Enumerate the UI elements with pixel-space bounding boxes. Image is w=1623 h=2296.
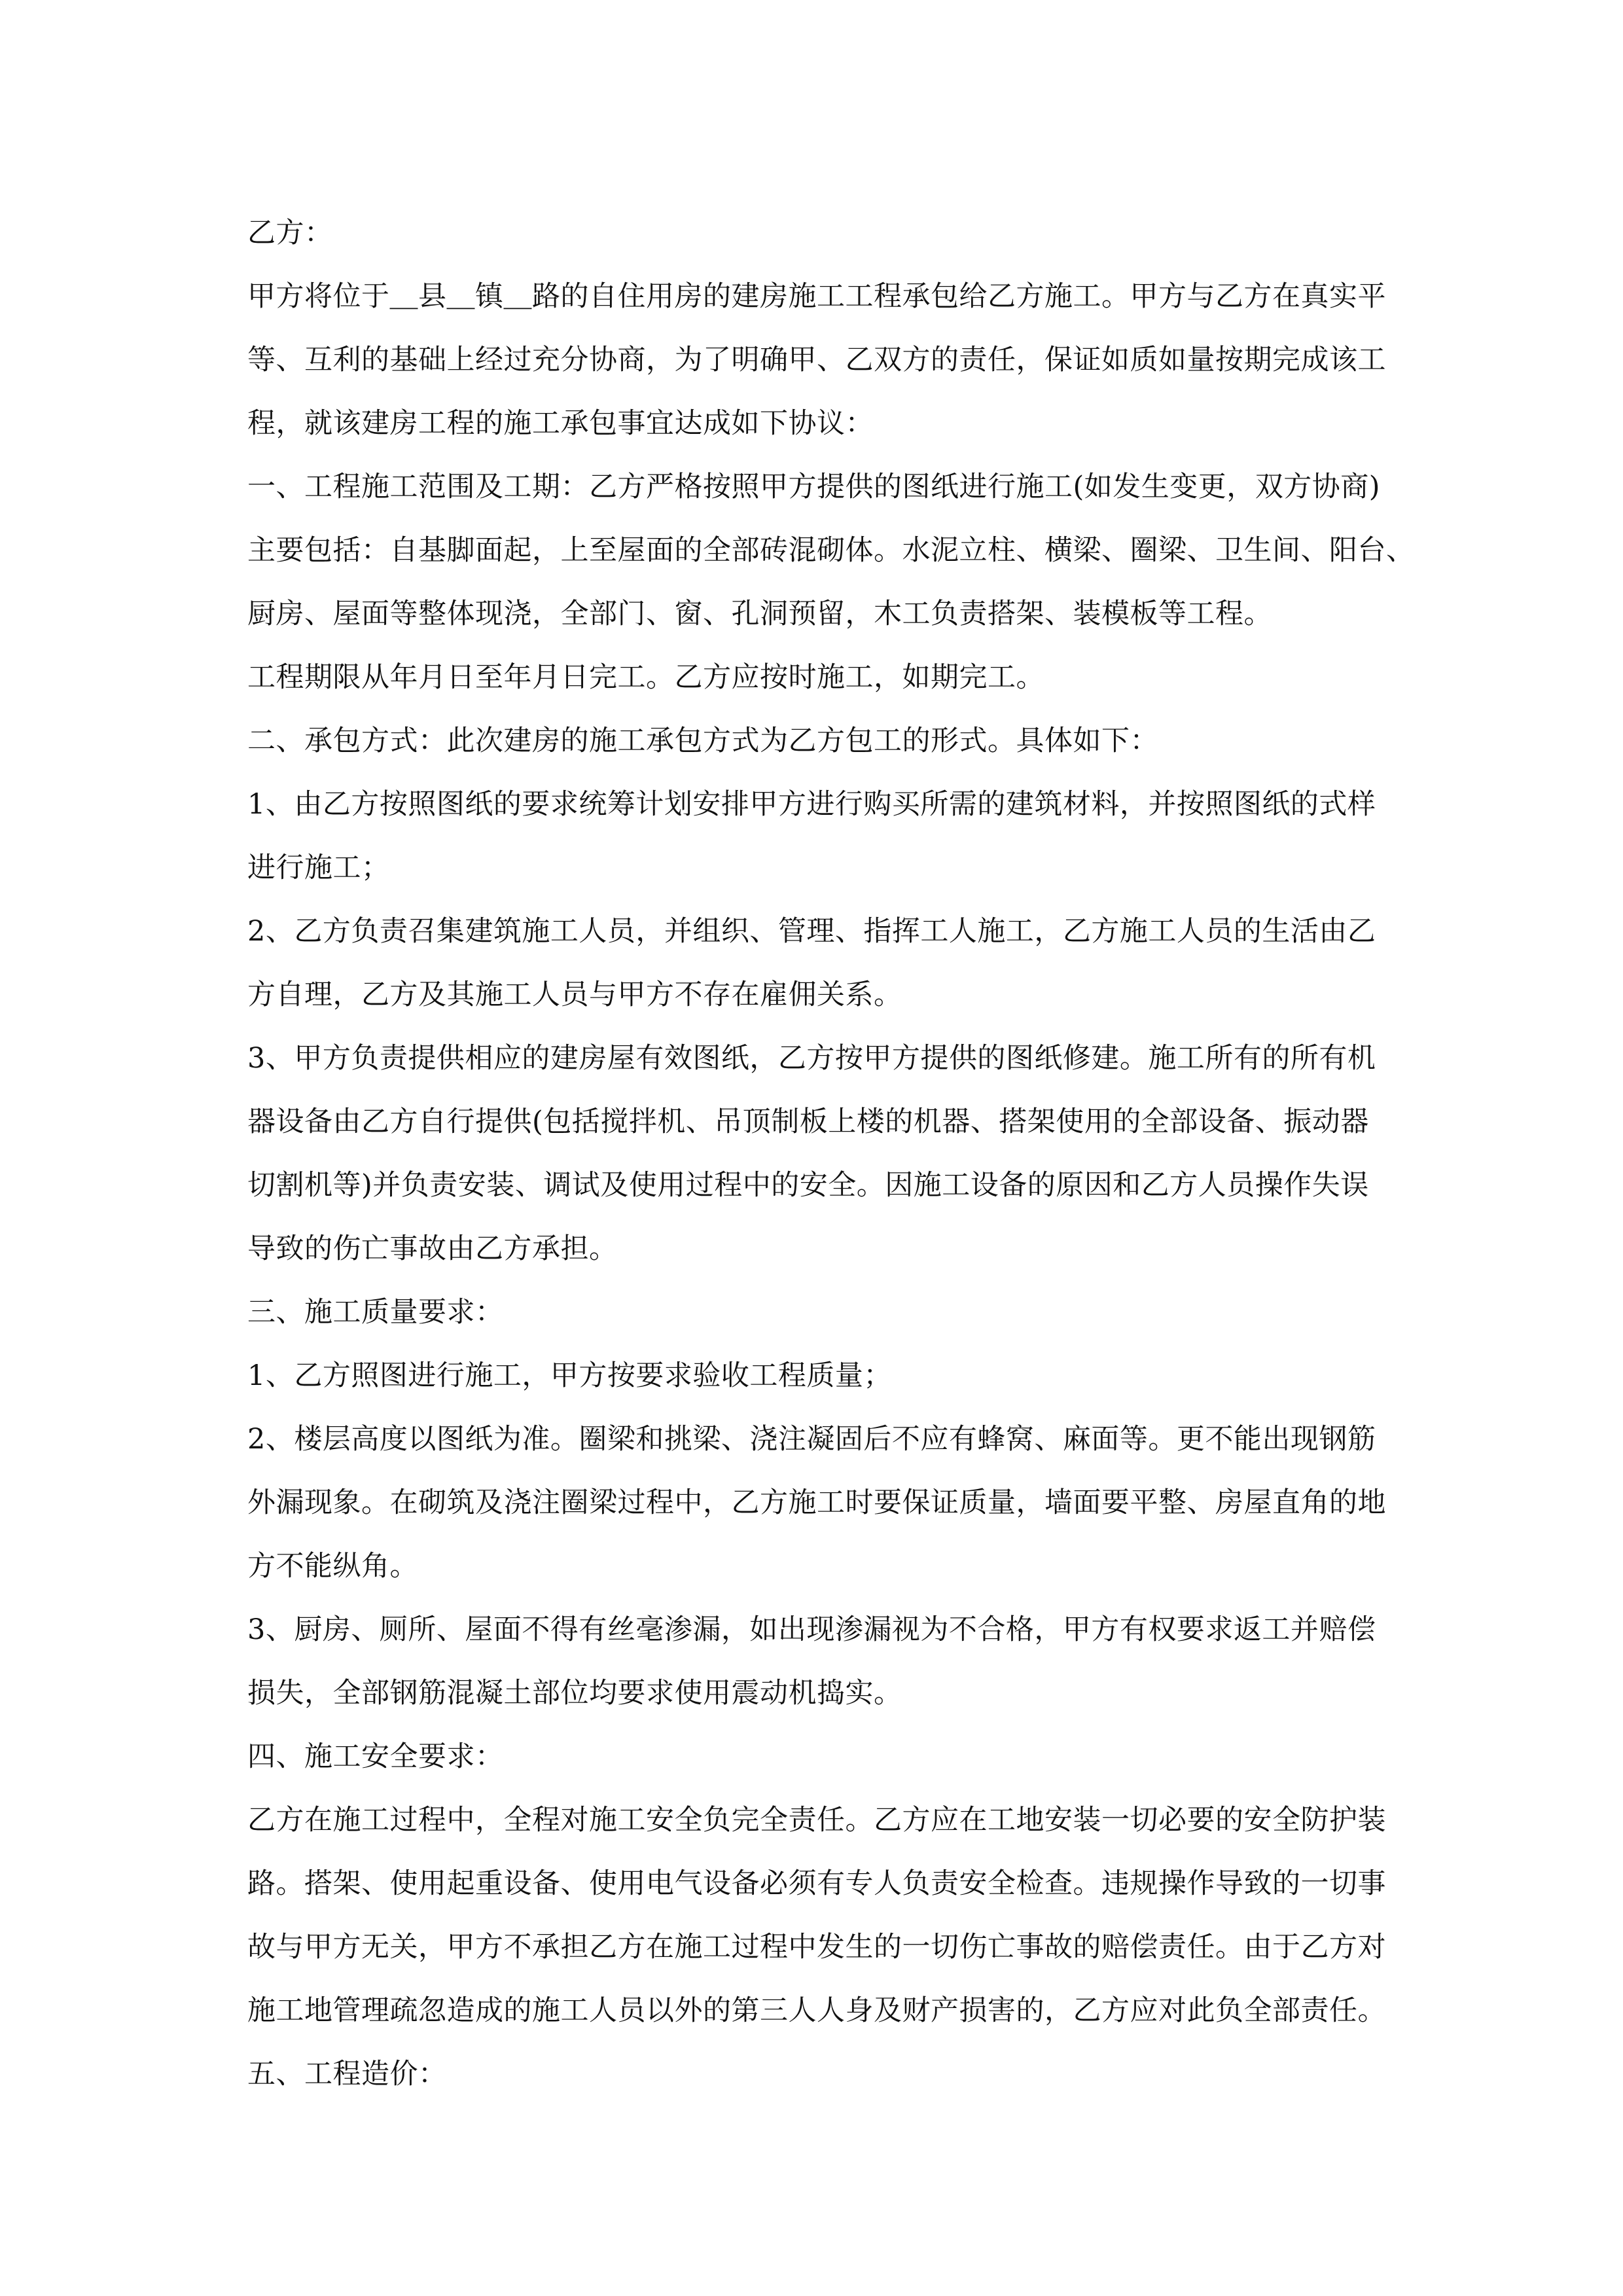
section-2-heading: 二、承包方式：此次建房的施工承包方式为乙方包工的形式。具体如下： <box>247 725 1158 757</box>
section-4-line: 路。搭架、使用起重设备、使用电气设备必须有专人负责安全检查。违规操作导致的一切事 <box>247 1867 1386 1900</box>
section-2-item-3: 导致的伤亡事故由乙方承担。 <box>247 1232 618 1265</box>
section-2-item-3: 3、甲方负责提供相应的建房屋有效图纸，乙方按甲方提供的图纸修建。施工所有的所有机 <box>247 1042 1376 1075</box>
section-2-item-2: 方自理，乙方及其施工人员与甲方不存在雇佣关系。 <box>247 978 902 1011</box>
section-1-line: 厨房、屋面等整体现浇，全部门、窗、孔洞预留，木工负责搭架、装模板等工程。 <box>247 598 1272 630</box>
section-3-item-2: 外漏现象。在砌筑及浇注圈梁过程中，乙方施工时要保证质量，墙面要平整、房屋直角的地 <box>247 1486 1386 1519</box>
section-2-item-1: 1、由乙方按照图纸的要求统筹计划安排甲方进行购买所需的建筑材料，并按照图纸的式样 <box>247 788 1376 821</box>
section-3-item-2: 方不能纵角。 <box>247 1550 418 1583</box>
section-4-line: 施工地管理疏忽造成的施工人员以外的第三人人身及财产损害的，乙方应对此负全部责任。 <box>247 1994 1386 2027</box>
section-2-item-3: 器设备由乙方自行提供(包括搅拌机、吊顶制板上楼的机器、搭架使用的全部设备、振动器 <box>247 1105 1369 1138</box>
section-2-item-3: 切割机等)并负责安装、调试及使用过程中的安全。因施工设备的原因和乙方人员操作失误 <box>247 1169 1369 1202</box>
section-1-term: 工程期限从年月日至年月日完工。乙方应按时施工，如期完工。 <box>247 661 1044 694</box>
section-4-heading: 四、施工安全要求： <box>247 1740 504 1773</box>
section-2-item-2: 2、乙方负责召集建筑施工人员，并组织、管理、指挥工人施工，乙方施工人员的生活由乙 <box>247 915 1376 948</box>
section-2-item-1: 进行施工； <box>247 852 390 884</box>
section-5-heading: 五、工程造价： <box>247 2058 447 2090</box>
intro-paragraph-line: 程，就该建房工程的施工承包事宜达成如下协议： <box>247 407 874 440</box>
section-3-item-3: 损失，全部钢筋混凝土部位均要求使用震动机捣实。 <box>247 1677 902 1710</box>
section-4-line: 故与甲方无关，甲方不承担乙方在施工过程中发生的一切伤亡事故的赔偿责任。由于乙方对 <box>247 1931 1386 1964</box>
section-4-line: 乙方在施工过程中，全程对施工安全负完全责任。乙方应在工地安装一切必要的安全防护装 <box>247 1804 1386 1837</box>
section-3-heading: 三、施工质量要求： <box>247 1296 504 1329</box>
section-3-item-1: 1、乙方照图进行施工，甲方按要求验收工程质量； <box>247 1359 892 1392</box>
section-1-line: 主要包括：自基脚面起，上至屋面的全部砖混砌体。水泥立柱、横梁、圈梁、卫生间、阳台、 <box>247 534 1415 567</box>
section-1-heading: 一、工程施工范围及工期：乙方严格按照甲方提供的图纸进行施工(如发生变更，双方协商) <box>247 471 1381 503</box>
document-page <box>247 202 1415 2106</box>
party-b-label: 乙方： <box>247 217 333 249</box>
intro-paragraph-line: 等、互利的基础上经过充分协商，为了明确甲、乙双方的责任，保证如质如量按期完成该工 <box>247 344 1386 376</box>
intro-paragraph-line: 甲方将位于＿县＿镇＿路的自住用房的建房施工工程承包给乙方施工。甲方与乙方在真实平 <box>247 280 1386 313</box>
section-3-item-3: 3、厨房、厕所、屋面不得有丝毫渗漏，如出现渗漏视为不合格，甲方有权要求返工并赔偿 <box>247 1613 1376 1646</box>
section-3-item-2: 2、楼层高度以图纸为准。圈梁和挑梁、浇注凝固后不应有蜂窝、麻面等。更不能出现钢筋 <box>247 1423 1376 1456</box>
